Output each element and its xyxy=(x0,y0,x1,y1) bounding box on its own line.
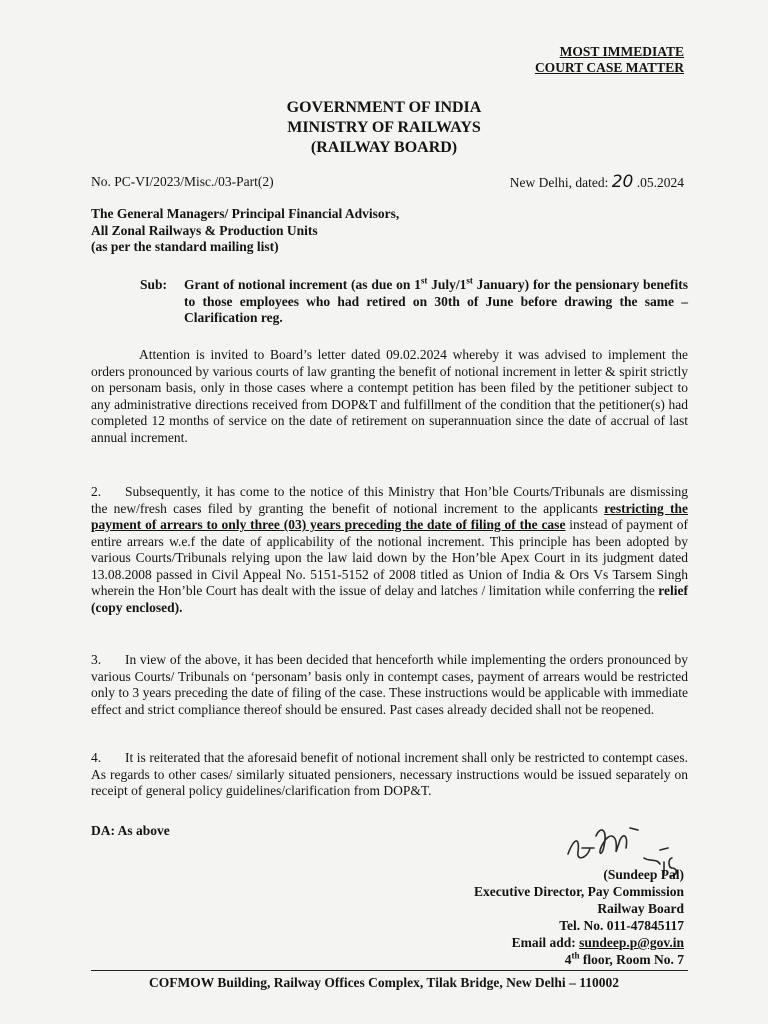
addressee xyxy=(91,206,399,256)
govt-title: GOVERNMENT OF INDIA xyxy=(286,99,482,116)
date-day-handwritten: 20 xyxy=(611,172,634,192)
email-link[interactable]: sundeep.p@gov.in xyxy=(579,935,684,950)
signatory-office: Railway Board xyxy=(597,901,684,916)
date-prefix: New Delhi, dated: xyxy=(509,175,612,190)
paragraph-4: 4. It is reiterated that the aforesaid benefit of notional increment shall only be restricted to contempt cases. As regards to other cases/ similarly situated pensioners, necessary instructions would be issued separately on receipt of general policy guidelines/clarification from DOP&T. xyxy=(91,750,688,798)
signatory-name: (Sundeep Pal) xyxy=(603,867,684,882)
addressee-line: All Zonal Railways & Production Units xyxy=(91,222,318,238)
footer-divider xyxy=(91,970,688,971)
signatory-designation: Executive Director, Pay Commission xyxy=(474,884,684,899)
enclosure-note: DA: As above xyxy=(91,823,170,838)
priority-markings xyxy=(535,44,684,76)
signatory-email-line: Email add: sundeep.p@gov.in xyxy=(511,935,684,950)
subject-text: Grant of notional increment (as due on 1st July/1st January) for the pensionary benefits to those employees who had retired on 30th of June before drawing the same – Clarification reg. xyxy=(184,275,688,325)
paragraph-number: 3. xyxy=(91,652,102,667)
reference-number: No. PC-VI/2023/Misc./03-Part(2) xyxy=(91,174,274,189)
board-title: (RAILWAY BOARD) xyxy=(310,139,458,156)
signatory-phone: Tel. No. 011-47845117 xyxy=(559,918,684,933)
paragraph-3: 3. In view of the above, it has been decided that henceforth while implementing the orders pronounced by various Courts/ Tribunals on ‘personam’ basis only in contempt cases, payment of arrears would be restricted only to 3 years preceding the date of filing of the case. These instructions would be applicable with immediate effect and strict compliance thereof should be ensured. Past cases already decided shall not be reopened. xyxy=(91,652,688,717)
emphasized-text: restricting the payment of arrears to only three (03) years preceding the date of filing of the case xyxy=(91,500,688,532)
office-address-footer: COFMOW Building, Railway Offices Complex, Tilak Bridge, New Delhi – 110002 xyxy=(149,975,619,990)
subject-label: Sub: xyxy=(140,277,168,292)
letter-date xyxy=(510,172,684,192)
ministry-title: MINISTRY OF RAILWAYS xyxy=(287,119,481,136)
signature-block xyxy=(474,866,684,968)
paragraph-number: 2. xyxy=(91,484,102,499)
paragraph-number: 4. xyxy=(91,750,102,765)
most-immediate-label: MOST IMMEDIATE xyxy=(559,44,684,59)
paragraph-1: Attention is invited to Board’s letter dated 09.02.2024 whereby it was advised to implement the orders pronounced by various courts of law granting the benefit of notional increment in letter & spirit strictly on personam basis, only in those cases where a contempt petition has been filed by the petitioner subject to any administrative directions received from DOP&T and fulfillment of the condition that the petitioner(s) had completed 12 months of service on the date of retirement on superannuation since the date of accrual of last annual increment. xyxy=(91,347,688,445)
subject-block xyxy=(140,277,688,327)
signatory-room: 4th floor, Room No. 7 xyxy=(564,950,684,967)
paragraph-2: 2. Subsequently, it has come to the notice of this Ministry that Hon’ble Courts/Tribunals are dismissing the new/fresh cases filed by granting the benefit of notional increment to the applicants restricting the payment of arrears to only three (03) years preceding the date of filing of the case instead of payment of entire arrears w.e.f the date of applicability of the notional increment. This principle has been adopted by various Courts/Tribunals relying upon the law laid down by the Hon’ble Apex Court in its judgment dated 13.08.2008 passed in Civil Appeal No. 5151-5152 of 2008 titled as Union of India & Ors Vs Tarsem Singh wherein the Hon’ble Court has dealt with the issue of delay and latches / limitation while conferring the relief (copy enclosed). xyxy=(91,484,688,615)
court-case-label: COURT CASE MATTER xyxy=(534,60,684,75)
addressee-line: (as per the standard mailing list) xyxy=(91,239,279,254)
letterhead xyxy=(0,98,768,158)
addressee-line: The General Managers/ Principal Financial Advisors, xyxy=(91,206,400,221)
date-rest: .05.2024 xyxy=(633,175,684,190)
